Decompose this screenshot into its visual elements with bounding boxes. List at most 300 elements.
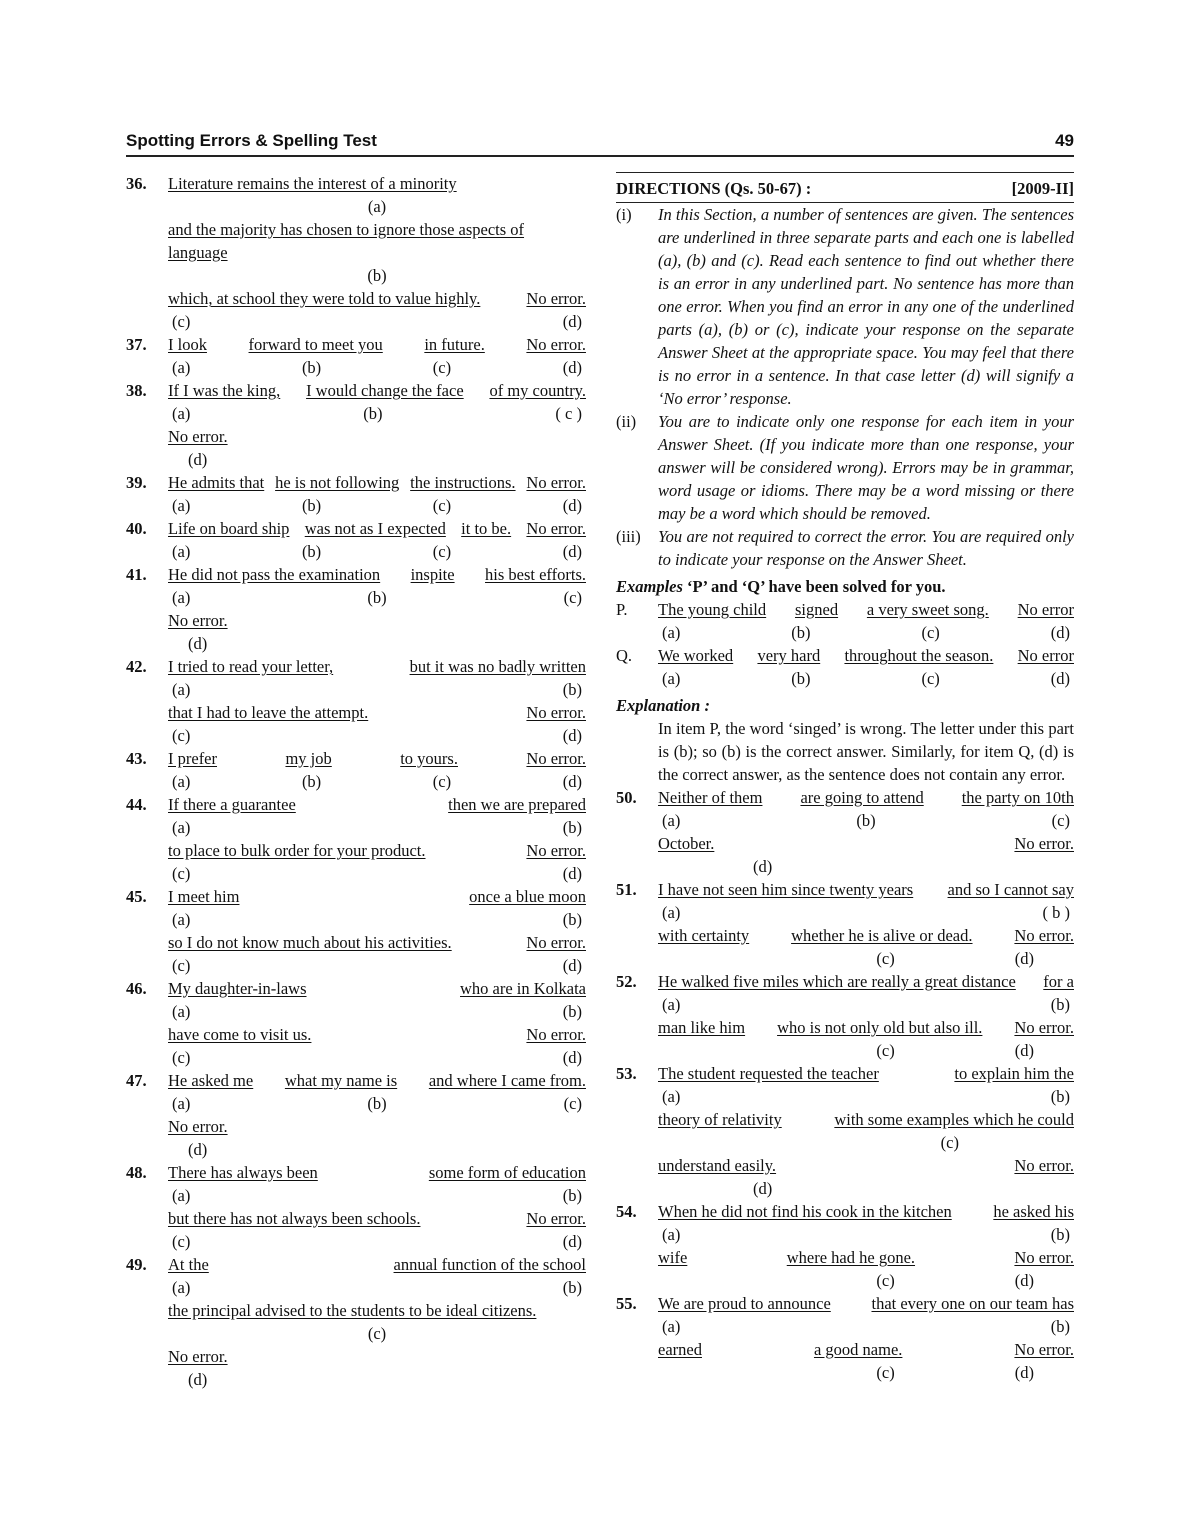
- question-item: [616, 878, 1074, 970]
- sentence-part: No error.: [526, 289, 586, 308]
- sentence-part: a very sweet song.: [866, 600, 989, 619]
- sentence-line: [658, 1062, 1074, 1085]
- option-labels: [168, 540, 586, 563]
- option-label: (a): [662, 1087, 681, 1106]
- sentence-part: At the: [168, 1255, 209, 1274]
- sentence-line: [168, 1253, 586, 1276]
- option-label: (a): [662, 669, 681, 688]
- sentence-line: [168, 609, 586, 632]
- sentence-part: No error.: [526, 1209, 586, 1228]
- sentence-line: [658, 970, 1074, 993]
- sentence-part: then we are prepared: [448, 795, 586, 814]
- sentence-part: We worked: [658, 646, 734, 665]
- option-label: (c): [172, 726, 191, 745]
- option-label: (c): [563, 1094, 582, 1113]
- question-number: P.: [616, 600, 628, 619]
- option-label: (d): [562, 726, 582, 745]
- sentence-line: [658, 924, 1074, 947]
- option-label: (b): [367, 266, 387, 285]
- option-label: (a): [662, 623, 681, 642]
- question-item: [126, 1069, 586, 1161]
- sentence-part: the principal advised to the students to be ideal citizens.: [168, 1301, 537, 1320]
- sentence-part: and so I cannot say: [947, 880, 1074, 899]
- sentence-line: [168, 931, 586, 954]
- sentence-part: He walked five miles which are really a great distance: [658, 972, 1016, 991]
- direction-item: [616, 410, 1074, 525]
- option-label: (d): [562, 1048, 582, 1067]
- sentence-line: [168, 471, 586, 494]
- sentence-part: that I had to leave the attempt.: [168, 703, 369, 722]
- option-label: (d): [188, 1140, 208, 1159]
- option-label: (c): [432, 542, 452, 561]
- option-labels: [658, 1315, 1074, 1338]
- option-label: (d): [562, 864, 582, 883]
- direction-roman: (i): [616, 205, 632, 224]
- option-labels: [658, 993, 1074, 1016]
- sentence-part: I prefer: [168, 749, 218, 768]
- question-item: [126, 747, 586, 793]
- option-label: (a): [662, 1225, 681, 1244]
- sentence-part: the instructions.: [410, 473, 516, 492]
- option-labels: [658, 1223, 1074, 1246]
- direction-text: In this Section, a number of sentences are given. The sentences are underlined in three separate parts and each one is labelled (a), (b) and (c). Read each sentence to find out whether there is an error in any underlined part. No sentence has more than one error. When you find an error in any one of the underlined parts (a), (b) or (c), indicate your response on the separate Answer Sheet at the appropriate space. You may feel that there is no error in a sentence. In that case letter (d) will signify a ‘No error’ response.: [658, 205, 1074, 408]
- option-labels: [168, 1368, 586, 1391]
- sentence-part: Literature remains the interest of a minority: [168, 174, 457, 193]
- option-label: (a): [172, 404, 191, 423]
- option-labels: [658, 855, 1074, 878]
- option-label: (b): [301, 772, 322, 791]
- sentence-part: who is not only old but also ill.: [777, 1018, 983, 1037]
- question-item: [126, 517, 586, 563]
- option-label: (c): [563, 588, 582, 607]
- option-labels: [168, 1046, 586, 1069]
- sentence-part: for a: [1043, 972, 1074, 991]
- examples-heading: Examples ‘P’ and ‘Q’ have been solved for you.: [616, 577, 946, 596]
- option-label: (d): [753, 857, 773, 876]
- sentence-part: but there has not always been schools.: [168, 1209, 421, 1228]
- option-labels: [658, 1361, 1074, 1384]
- option-label: (a): [172, 1278, 191, 1297]
- sentence-line: [658, 1108, 1074, 1131]
- sentence-part: No error: [1017, 600, 1074, 619]
- sentence-part: understand easily.: [658, 1156, 777, 1175]
- directions-list: [616, 203, 1074, 571]
- option-labels: [168, 310, 586, 333]
- option-labels: [168, 494, 586, 517]
- option-labels: [168, 1138, 586, 1161]
- option-labels: [658, 1131, 1074, 1154]
- sentence-line: [168, 1115, 586, 1138]
- sentence-part: No error.: [526, 473, 586, 492]
- option-label: (d): [1014, 949, 1034, 968]
- option-label: (b): [301, 358, 322, 377]
- sentence-part: earned: [658, 1340, 702, 1359]
- sentence-part: the party on 10th: [961, 788, 1074, 807]
- option-label: (c): [432, 772, 452, 791]
- sentence-part: man like him: [658, 1018, 746, 1037]
- sentence-part: and where I came from.: [428, 1071, 586, 1090]
- sentence-part: some form of education: [428, 1163, 586, 1182]
- sentence-part: No error.: [1014, 1018, 1074, 1037]
- option-labels: [658, 621, 1074, 644]
- option-label: (a): [172, 542, 191, 561]
- option-label: (d): [562, 312, 582, 331]
- option-labels: [168, 448, 586, 471]
- sentence-part: Life on board ship: [168, 519, 290, 538]
- sentence-line: [168, 885, 586, 908]
- sentence-part: forward to meet you: [248, 335, 383, 354]
- option-label: (c): [876, 1363, 895, 1382]
- sentence-part: No error.: [526, 841, 586, 860]
- question-item: [126, 885, 586, 977]
- option-label: (a): [172, 358, 191, 377]
- sentence-line: [168, 1161, 586, 1184]
- option-label: (c): [172, 1232, 191, 1251]
- option-labels: [168, 678, 586, 701]
- option-label: (c): [172, 312, 191, 331]
- sentence-part: whether he is alive or dead.: [791, 926, 973, 945]
- option-label: (a): [662, 903, 681, 922]
- option-label: (b): [562, 680, 582, 699]
- question-item: [126, 1161, 586, 1253]
- option-labels: [168, 908, 586, 931]
- question-number: 54.: [616, 1202, 637, 1221]
- sentence-part: No error: [1017, 646, 1074, 665]
- sentence-part: October.: [658, 834, 715, 853]
- option-label: (d): [562, 496, 582, 515]
- question-item: [126, 977, 586, 1069]
- sentence-line: [658, 1016, 1074, 1039]
- question-number: 37.: [126, 335, 147, 354]
- sentence-line: [168, 1299, 586, 1322]
- question-number: 49.: [126, 1255, 147, 1274]
- question-number: 47.: [126, 1071, 147, 1090]
- option-labels: [168, 264, 586, 287]
- question-number: 38.: [126, 381, 147, 400]
- sentence-part: No error.: [168, 611, 228, 630]
- explanation-heading: Explanation :: [616, 696, 710, 715]
- direction-text: You are to indicate only one response for each item in your Answer Sheet. (If you indicate more than one response, your answer will be considered wrong). Errors may be in grammar, word usage or idioms. There may be a word missing or there may be a word which should be removed.: [658, 412, 1074, 523]
- direction-roman: (ii): [616, 412, 637, 431]
- sentence-part: his best efforts.: [485, 565, 586, 584]
- sentence-line: [168, 655, 586, 678]
- sentence-part: inspite: [410, 565, 455, 584]
- option-labels: [658, 1177, 1074, 1200]
- option-label: (c): [172, 864, 191, 883]
- option-labels: [168, 1184, 586, 1207]
- sentence-part: If I was the king,: [168, 381, 281, 400]
- question-number: 55.: [616, 1294, 637, 1313]
- sentence-part: once a blue moon: [469, 887, 586, 906]
- option-label: (c): [940, 1133, 959, 1152]
- direction-text: You are not required to correct the error. You are required only to indicate your response on the Answer Sheet.: [658, 527, 1074, 569]
- question-number: 51.: [616, 880, 637, 899]
- question-number: 41.: [126, 565, 147, 584]
- sentence-line: [168, 517, 586, 540]
- question-number: 52.: [616, 972, 637, 991]
- left-column: [126, 172, 586, 1391]
- option-label: (b): [562, 1278, 582, 1297]
- option-labels: [168, 402, 586, 425]
- sentence-part: in future.: [424, 335, 485, 354]
- question-item: [616, 786, 1074, 878]
- explanation-text: In item P, the word ‘singed’ is wrong. The letter under this part is (b); so (b) is the correct answer. Similarly, for item Q, (d) is the correct answer, as the sentence does not contain any error.: [658, 719, 1074, 784]
- sentence-part: The student requested the teacher: [658, 1064, 879, 1083]
- question-item: [616, 970, 1074, 1062]
- question-item: [126, 172, 586, 333]
- question-item: [616, 1200, 1074, 1292]
- question-number: 40.: [126, 519, 147, 538]
- sentence-part: No error.: [526, 335, 586, 354]
- option-labels: [168, 816, 586, 839]
- sentence-part: No error.: [1014, 926, 1074, 945]
- sentence-part: signed: [794, 600, 839, 619]
- option-label: (d): [562, 1232, 582, 1251]
- option-label: (b): [367, 588, 387, 607]
- option-label: (a): [172, 1186, 191, 1205]
- sentence-part: that every one on our team has: [871, 1294, 1074, 1313]
- option-labels: [168, 632, 586, 655]
- option-label: (b): [1050, 1225, 1070, 1244]
- sentence-part: with some examples which he could: [834, 1110, 1074, 1129]
- sentence-part: what my name is: [284, 1071, 398, 1090]
- option-label: (c): [432, 496, 452, 515]
- option-label: (b): [562, 910, 582, 929]
- sentence-part: No error.: [526, 749, 586, 768]
- sentence-line: [658, 1246, 1074, 1269]
- option-labels: [168, 1230, 586, 1253]
- sentence-line: [168, 172, 586, 195]
- question-number: 53.: [616, 1064, 637, 1083]
- sentence-part: with certainty: [658, 926, 750, 945]
- sentence-line: [168, 379, 586, 402]
- sentence-line: [168, 793, 586, 816]
- sentence-part: No error.: [1014, 1340, 1074, 1359]
- option-label: (d): [1014, 1271, 1034, 1290]
- option-label: (a): [172, 910, 191, 929]
- option-label: (b): [363, 404, 383, 423]
- option-labels: [658, 1269, 1074, 1292]
- question-number: 36.: [126, 174, 147, 193]
- option-labels: [168, 770, 586, 793]
- option-label: (d): [188, 1370, 208, 1389]
- sentence-part: was not as I expected: [304, 519, 446, 538]
- sentence-part: have come to visit us.: [168, 1025, 312, 1044]
- option-labels: [168, 195, 586, 218]
- page-header: [126, 131, 1074, 157]
- option-label: (d): [188, 634, 208, 653]
- sentence-part: I meet him: [168, 887, 240, 906]
- sentence-line: [168, 977, 586, 1000]
- sentence-part: No error.: [526, 519, 586, 538]
- sentence-part: There has always been: [168, 1163, 318, 1182]
- sentence-part: theory of relativity: [658, 1110, 782, 1129]
- option-label: (d): [562, 772, 582, 791]
- sentence-part: a good name.: [813, 1340, 903, 1359]
- question-item: [616, 1292, 1074, 1384]
- question-number: 50.: [616, 788, 637, 807]
- sentence-line: [168, 1069, 586, 1092]
- page-title: Spotting Errors & Spelling Test: [126, 131, 377, 150]
- option-label: ( c ): [555, 404, 582, 423]
- sentence-part: When he did not find his cook in the kitchen: [658, 1202, 952, 1221]
- question-item: [616, 644, 1074, 690]
- option-labels: [168, 1000, 586, 1023]
- option-label: (b): [1050, 1087, 1070, 1106]
- question-item: [126, 333, 586, 379]
- directions-year: [2009-II]: [1011, 179, 1074, 198]
- sentence-line: [658, 1338, 1074, 1361]
- question-item: [126, 563, 586, 655]
- sentence-line: [658, 598, 1074, 621]
- sentence-part: are going to attend: [800, 788, 924, 807]
- sentence-part: If there a guarantee: [168, 795, 296, 814]
- option-label: (b): [367, 1094, 387, 1113]
- sentence-part: throughout the season.: [844, 646, 994, 665]
- option-label: (a): [367, 197, 387, 216]
- option-label: (a): [172, 496, 191, 515]
- option-label: (a): [172, 772, 191, 791]
- sentence-line: [168, 839, 586, 862]
- sentence-line: [168, 425, 586, 448]
- sentence-part: annual function of the school: [393, 1255, 586, 1274]
- sentence-part: I tried to read your letter,: [168, 657, 334, 676]
- option-label: (d): [1014, 1363, 1034, 1382]
- sentence-part: of my country.: [489, 381, 586, 400]
- option-label: (c): [1051, 811, 1070, 830]
- sentence-part: my job: [285, 749, 332, 768]
- option-labels: [168, 1276, 586, 1299]
- option-label: (d): [1050, 623, 1070, 642]
- sentence-part: he asked his: [993, 1202, 1074, 1221]
- sentence-part: but it was no badly written: [409, 657, 586, 676]
- direction-item: [616, 203, 1074, 410]
- option-labels: [658, 1039, 1074, 1062]
- sentence-part: so I do not know much about his activities.: [168, 933, 452, 952]
- question-number: 45.: [126, 887, 147, 906]
- option-label: (b): [562, 1002, 582, 1021]
- option-label: (b): [1050, 1317, 1070, 1336]
- question-number: 42.: [126, 657, 147, 676]
- directions-title: DIRECTIONS (Qs. 50-67) :: [616, 179, 812, 198]
- option-labels: [168, 1322, 586, 1345]
- question-item: [126, 471, 586, 517]
- sentence-part: No error.: [168, 427, 228, 446]
- option-label: (b): [301, 542, 322, 561]
- option-label: (a): [172, 1002, 191, 1021]
- option-labels: [168, 356, 586, 379]
- option-label: (a): [662, 1317, 681, 1336]
- sentence-part: No error.: [526, 703, 586, 722]
- sentence-part: who are in Kolkata: [460, 979, 586, 998]
- option-label: (d): [188, 450, 208, 469]
- sentence-part: The young child: [658, 600, 767, 619]
- option-label: (b): [791, 669, 811, 688]
- sentence-line: [658, 878, 1074, 901]
- option-label: (a): [662, 811, 681, 830]
- option-label: (c): [921, 623, 940, 642]
- option-labels: [168, 862, 586, 885]
- direction-roman: (iii): [616, 527, 641, 546]
- question-number: 46.: [126, 979, 147, 998]
- sentence-part: No error.: [168, 1347, 228, 1366]
- sentence-part: I have not seen him since twenty years: [658, 880, 914, 899]
- sentence-part: He did not pass the examination: [168, 565, 381, 584]
- option-label: (a): [172, 818, 191, 837]
- sentence-line: [168, 1345, 586, 1368]
- sentence-part: to place to bulk order for your product.: [168, 841, 426, 860]
- sentence-part: No error.: [1014, 1248, 1074, 1267]
- option-labels: [168, 724, 586, 747]
- directions-heading: [616, 172, 1074, 203]
- option-label: (c): [172, 956, 191, 975]
- option-label: (c): [432, 358, 452, 377]
- option-label: (c): [876, 1041, 895, 1060]
- sentence-part: which, at school they were told to value highly.: [168, 289, 481, 308]
- sentence-part: I look: [168, 335, 207, 354]
- sentence-line: [658, 644, 1074, 667]
- sentence-line: [658, 832, 1074, 855]
- sentence-part: He admits that: [168, 473, 265, 492]
- sentence-part: it to be.: [461, 519, 512, 538]
- option-label: ( b ): [1042, 903, 1070, 922]
- option-label: (a): [172, 680, 191, 699]
- option-label: (a): [172, 1094, 191, 1113]
- direction-item: [616, 525, 1074, 571]
- sentence-line: [168, 1023, 586, 1046]
- sentence-part: Neither of them: [658, 788, 763, 807]
- option-label: (d): [562, 542, 582, 561]
- option-labels: [658, 809, 1074, 832]
- sentence-part: and the majority has chosen to ignore those aspects of language: [168, 220, 525, 262]
- sentence-part: No error.: [526, 933, 586, 952]
- option-label: (c): [876, 949, 895, 968]
- question-number: Q.: [616, 646, 633, 665]
- question-number: 39.: [126, 473, 147, 492]
- option-labels: [658, 901, 1074, 924]
- option-label: (b): [562, 818, 582, 837]
- option-label: (c): [172, 1048, 191, 1067]
- question-item: [126, 379, 586, 471]
- option-label: (a): [172, 588, 191, 607]
- sentence-part: No error.: [526, 1025, 586, 1044]
- sentence-line: [168, 1207, 586, 1230]
- sentence-line: [168, 563, 586, 586]
- question-item: [126, 793, 586, 885]
- sentence-line: [658, 786, 1074, 809]
- sentence-part: where had he gone.: [786, 1248, 916, 1267]
- option-label: (d): [562, 956, 582, 975]
- option-label: (c): [367, 1324, 387, 1343]
- sentence-part: to explain him the: [954, 1064, 1074, 1083]
- option-labels: [168, 954, 586, 977]
- question-number: 43.: [126, 749, 147, 768]
- sentence-line: [168, 747, 586, 770]
- question-item: [126, 1253, 586, 1391]
- question-item: [616, 1062, 1074, 1200]
- option-label: (d): [1050, 669, 1070, 688]
- sentence-part: wife: [658, 1248, 688, 1267]
- option-label: (b): [856, 811, 876, 830]
- option-label: (b): [791, 623, 811, 642]
- option-label: (d): [1014, 1041, 1034, 1060]
- sentence-part: he is not following: [275, 473, 400, 492]
- question-number: 44.: [126, 795, 147, 814]
- sentence-part: No error.: [1014, 1156, 1074, 1175]
- sentence-line: [658, 1200, 1074, 1223]
- page-number: 49: [1055, 131, 1074, 150]
- option-label: (a): [662, 995, 681, 1014]
